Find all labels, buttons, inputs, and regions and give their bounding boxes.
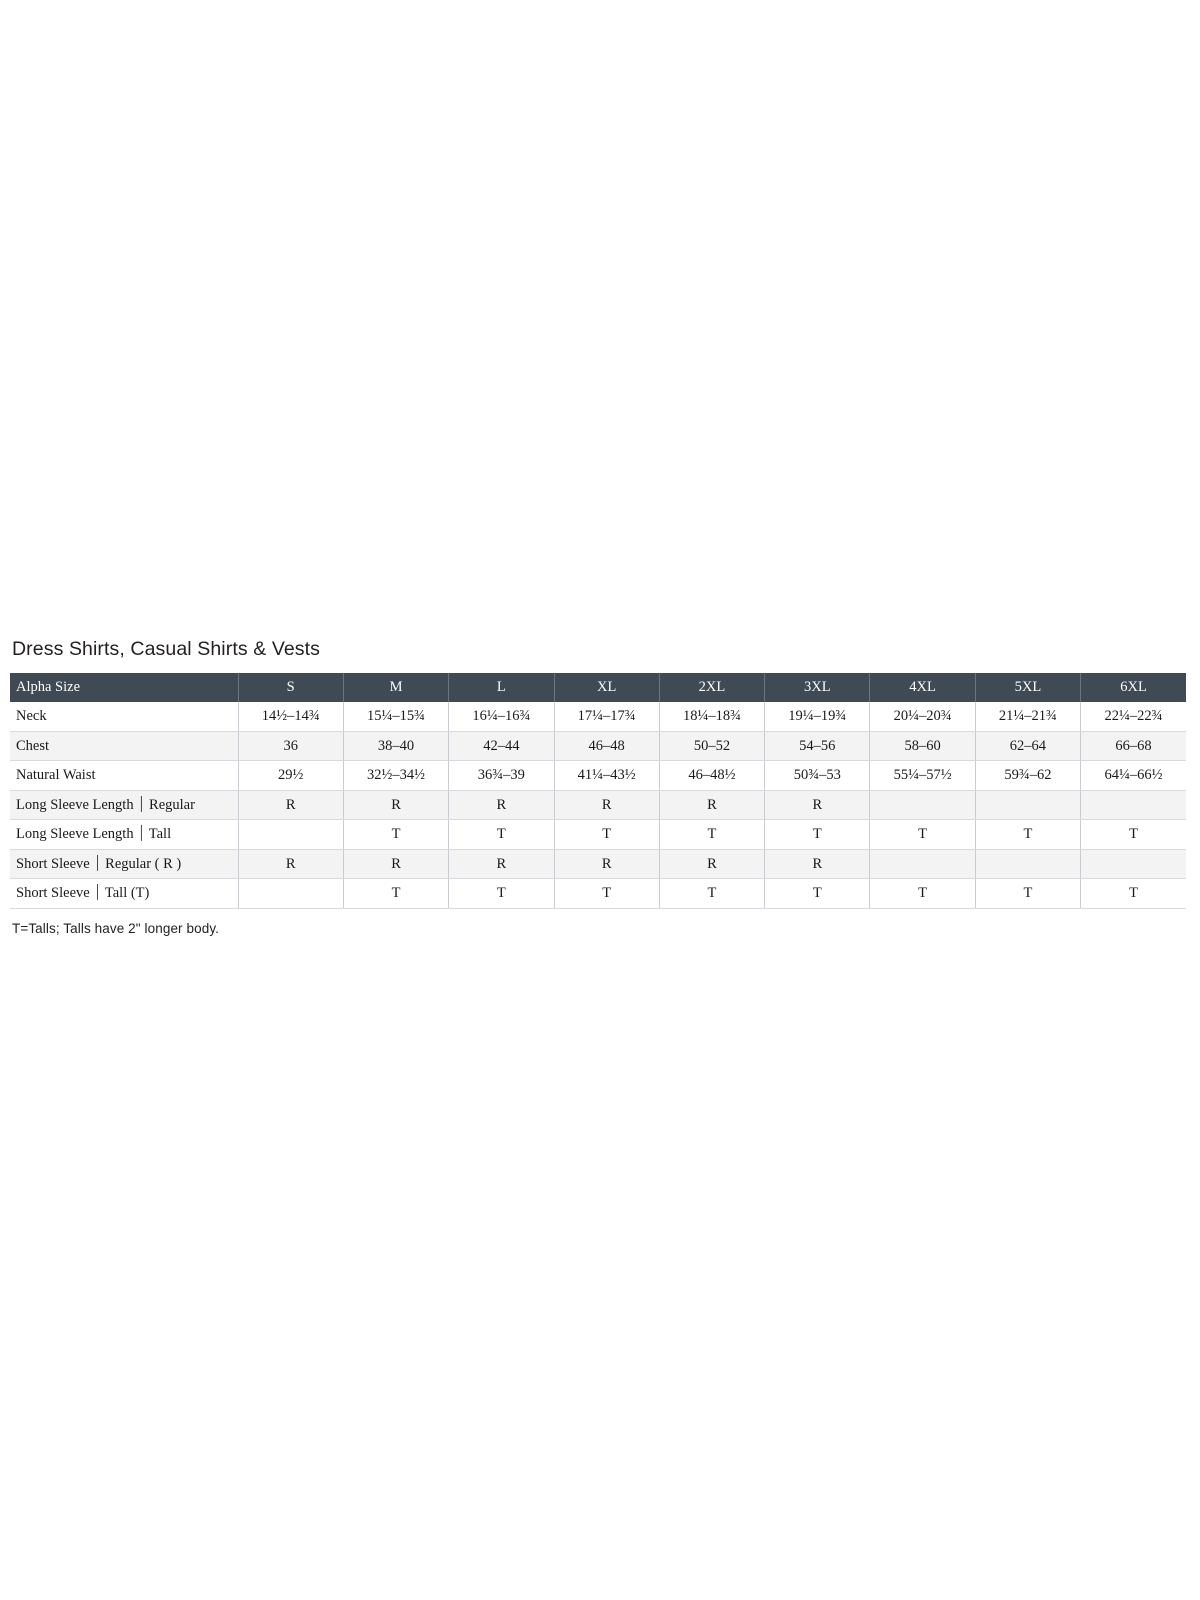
cell-neck-6xl: 22¼–22¾ [1081, 702, 1186, 731]
cell-waist-5xl: 59¾–62 [975, 761, 1080, 791]
cell-ssr-6xl [1081, 849, 1186, 879]
table-row [10, 879, 1186, 909]
cell-chest-s: 36 [238, 731, 343, 761]
table-header-row [10, 673, 1186, 702]
cell-waist-xl: 41¼–43½ [554, 761, 659, 791]
cell-neck-l: 16¼–16¾ [449, 702, 554, 731]
row-label-long-sleeve-tall: Long Sleeve Length ⏐ Tall [10, 820, 238, 850]
cell-waist-l: 36¾–39 [449, 761, 554, 791]
cell-ssr-5xl [975, 849, 1080, 879]
row-label-chest: Chest [10, 731, 238, 761]
cell-neck-3xl: 19¼–19¾ [765, 702, 870, 731]
cell-ssr-4xl [870, 849, 975, 879]
cell-chest-m: 38–40 [343, 731, 448, 761]
cell-chest-l: 42–44 [449, 731, 554, 761]
cell-ssr-3xl: R [765, 849, 870, 879]
column-header-xl: XL [554, 673, 659, 702]
cell-lst-m: T [343, 820, 448, 850]
column-header-m: M [343, 673, 448, 702]
table-body [10, 702, 1186, 908]
size-chart-block [10, 638, 1190, 936]
cell-ssr-xl: R [554, 849, 659, 879]
table-header [10, 673, 1186, 702]
cell-lsr-3xl: R [765, 790, 870, 820]
cell-chest-2xl: 50–52 [659, 731, 764, 761]
table-row [10, 790, 1186, 820]
cell-chest-6xl: 66–68 [1081, 731, 1186, 761]
cell-waist-4xl: 55¼–57½ [870, 761, 975, 791]
column-header-5xl: 5XL [975, 673, 1080, 702]
cell-lsr-5xl [975, 790, 1080, 820]
column-header-alpha-size: Alpha Size [10, 673, 238, 702]
cell-sst-6xl: T [1081, 879, 1186, 909]
cell-lsr-l: R [449, 790, 554, 820]
cell-sst-5xl: T [975, 879, 1080, 909]
table-row [10, 731, 1186, 761]
cell-ssr-l: R [449, 849, 554, 879]
cell-waist-2xl: 46–48½ [659, 761, 764, 791]
cell-ssr-m: R [343, 849, 448, 879]
table-row [10, 849, 1186, 879]
cell-sst-l: T [449, 879, 554, 909]
cell-sst-xl: T [554, 879, 659, 909]
cell-sst-m: T [343, 879, 448, 909]
cell-lsr-xl: R [554, 790, 659, 820]
cell-waist-m: 32½–34½ [343, 761, 448, 791]
column-header-6xl: 6XL [1081, 673, 1186, 702]
cell-lst-3xl: T [765, 820, 870, 850]
cell-lst-5xl: T [975, 820, 1080, 850]
cell-waist-s: 29½ [238, 761, 343, 791]
cell-sst-2xl: T [659, 879, 764, 909]
cell-chest-5xl: 62–64 [975, 731, 1080, 761]
cell-neck-s: 14½–14¾ [238, 702, 343, 731]
table-row [10, 702, 1186, 731]
cell-neck-m: 15¼–15¾ [343, 702, 448, 731]
cell-ssr-2xl: R [659, 849, 764, 879]
size-chart-table [10, 673, 1186, 909]
row-label-long-sleeve-regular: Long Sleeve Length ⏐ Regular [10, 790, 238, 820]
cell-neck-xl: 17¼–17¾ [554, 702, 659, 731]
page-title: Dress Shirts, Casual Shirts & Vests [12, 638, 321, 660]
row-label-short-sleeve-tall: Short Sleeve ⏐ Tall (T) [10, 879, 238, 909]
cell-sst-s [238, 879, 343, 909]
table-row [10, 761, 1186, 791]
cell-lst-4xl: T [870, 820, 975, 850]
cell-lst-xl: T [554, 820, 659, 850]
table-footnote: T=Talls; Talls have 2" longer body. [12, 920, 220, 936]
cell-sst-3xl: T [765, 879, 870, 909]
cell-lsr-4xl [870, 790, 975, 820]
cell-neck-2xl: 18¼–18¾ [659, 702, 764, 731]
cell-neck-5xl: 21¼–21¾ [975, 702, 1080, 731]
column-header-2xl: 2XL [659, 673, 764, 702]
table-row [10, 820, 1186, 850]
column-header-3xl: 3XL [765, 673, 870, 702]
row-label-natural-waist: Natural Waist [10, 761, 238, 791]
cell-chest-4xl: 58–60 [870, 731, 975, 761]
row-label-short-sleeve-regular: Short Sleeve ⏐ Regular ( R ) [10, 849, 238, 879]
cell-waist-6xl: 64¼–66½ [1081, 761, 1186, 791]
row-label-neck: Neck [10, 702, 238, 731]
cell-lsr-6xl [1081, 790, 1186, 820]
cell-lst-2xl: T [659, 820, 764, 850]
cell-chest-3xl: 54–56 [765, 731, 870, 761]
cell-waist-3xl: 50¾–53 [765, 761, 870, 791]
column-header-l: L [449, 673, 554, 702]
cell-lsr-s: R [238, 790, 343, 820]
cell-lsr-2xl: R [659, 790, 764, 820]
cell-ssr-s: R [238, 849, 343, 879]
cell-neck-4xl: 20¼–20¾ [870, 702, 975, 731]
column-header-s: S [238, 673, 343, 702]
cell-lst-6xl: T [1081, 820, 1186, 850]
cell-sst-4xl: T [870, 879, 975, 909]
cell-lst-s [238, 820, 343, 850]
cell-chest-xl: 46–48 [554, 731, 659, 761]
cell-lsr-m: R [343, 790, 448, 820]
cell-lst-l: T [449, 820, 554, 850]
column-header-4xl: 4XL [870, 673, 975, 702]
